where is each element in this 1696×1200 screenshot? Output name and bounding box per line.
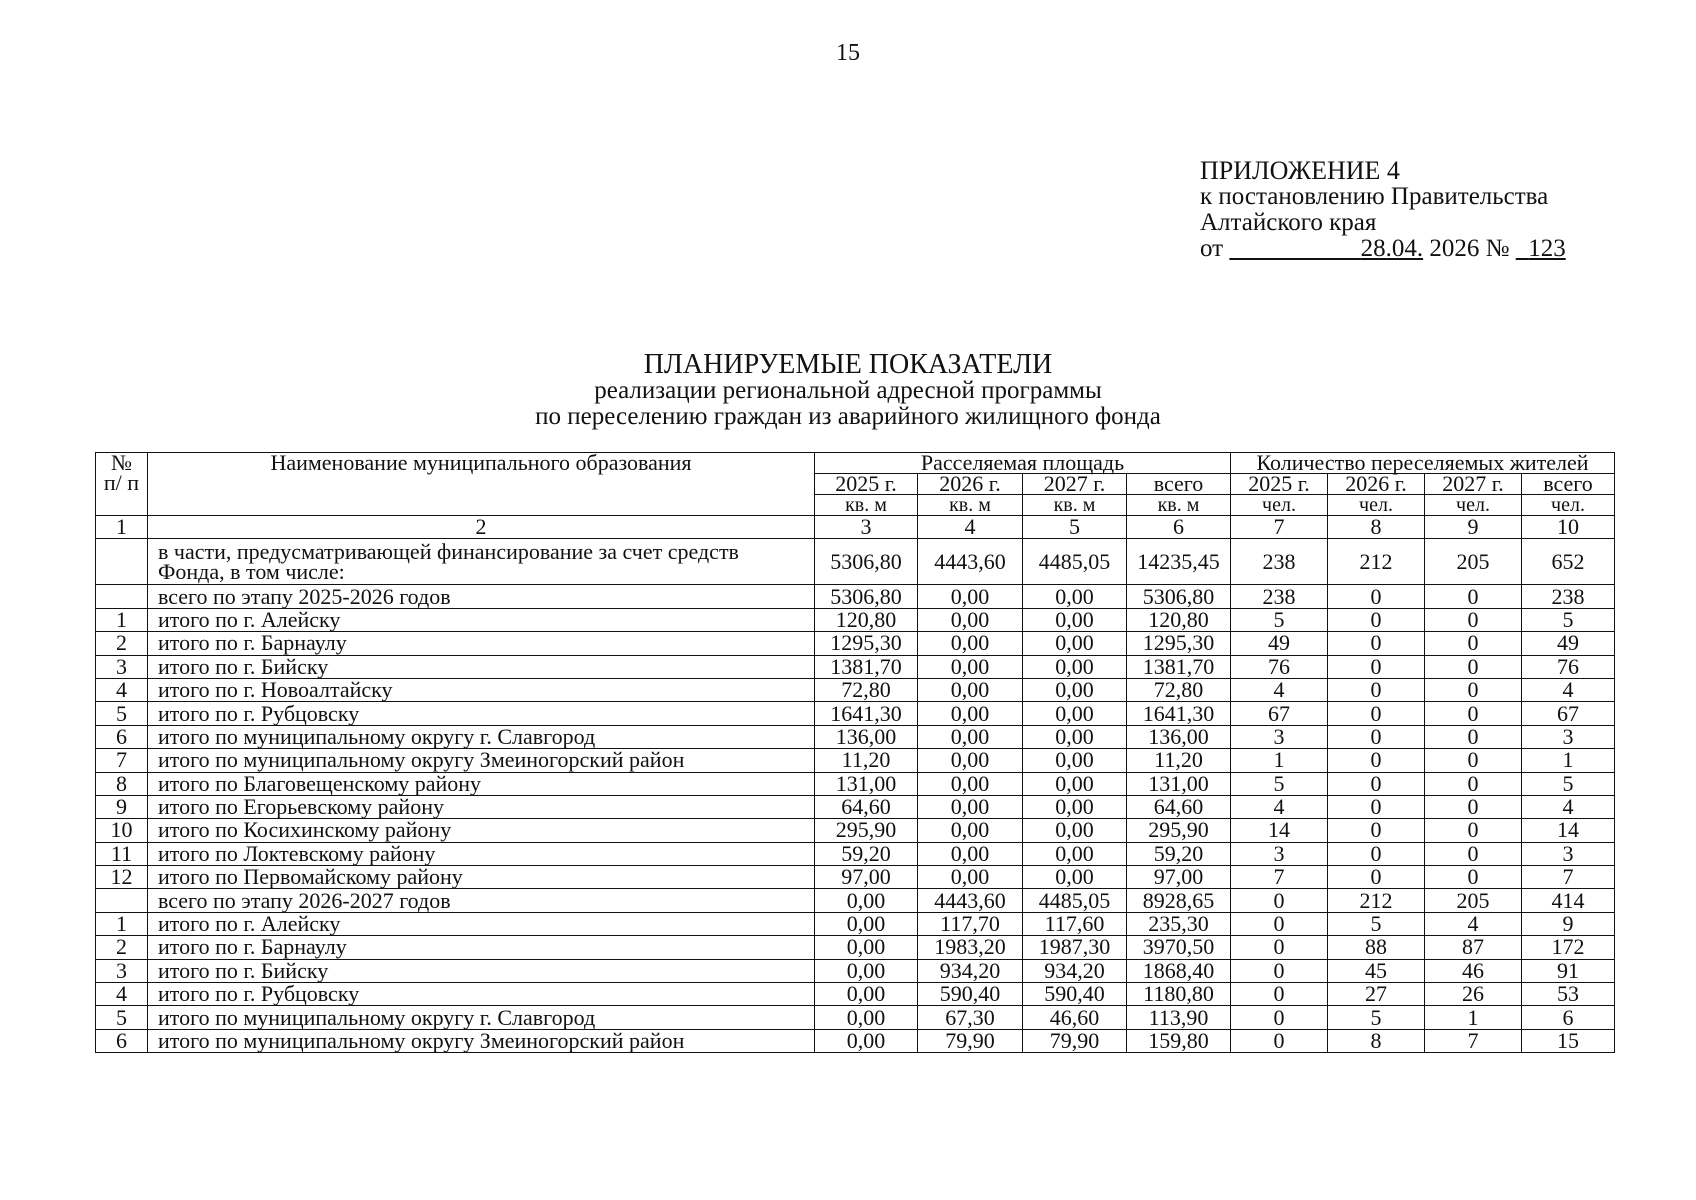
- residents-cell: 0: [1328, 678, 1425, 701]
- area-cell: 590,40: [1023, 983, 1127, 1006]
- date-value: 28.04.: [1360, 235, 1424, 262]
- residents-cell: 76: [1522, 655, 1615, 678]
- area-cell: 97,00: [815, 866, 918, 889]
- residents-cell: 67: [1231, 702, 1328, 725]
- row-number: 2: [96, 632, 148, 655]
- header-unit: чел.: [1522, 495, 1615, 516]
- municipality-name: итого по г. Новоалтайску: [148, 678, 815, 701]
- row-number: 6: [96, 1029, 148, 1052]
- title-sub-2: по переселению граждан из аварийного жилищного фонда: [535, 403, 1161, 430]
- area-cell: 4485,05: [1023, 539, 1127, 585]
- residents-cell: 53: [1522, 983, 1615, 1006]
- area-cell: 0,00: [1023, 795, 1127, 818]
- area-cell: 235,30: [1127, 912, 1231, 935]
- municipality-name: итого по Благовещенскому району: [148, 772, 815, 795]
- column-number: 2: [148, 516, 815, 539]
- area-cell: 8928,65: [1127, 889, 1231, 912]
- table-row: [96, 795, 1615, 818]
- area-cell: 1868,40: [1127, 959, 1231, 982]
- residents-cell: 3: [1522, 725, 1615, 748]
- area-cell: 5306,80: [1127, 585, 1231, 608]
- area-cell: 0,00: [1023, 585, 1127, 608]
- header-row-number: № п/ п: [96, 453, 148, 516]
- residents-cell: 4: [1425, 912, 1522, 935]
- row-number: 12: [96, 866, 148, 889]
- residents-cell: 0: [1231, 912, 1328, 935]
- area-cell: 11,20: [1127, 749, 1231, 772]
- table-row: [96, 749, 1615, 772]
- residents-cell: 0: [1425, 772, 1522, 795]
- area-cell: 0,00: [815, 912, 918, 935]
- residents-cell: 9: [1522, 912, 1615, 935]
- residents-cell: 0: [1231, 959, 1328, 982]
- area-cell: 4443,60: [918, 889, 1023, 912]
- area-cell: 0,00: [1023, 866, 1127, 889]
- table-row: [96, 936, 1615, 959]
- residents-cell: 5: [1231, 608, 1328, 631]
- row-number: 3: [96, 655, 148, 678]
- residents-cell: 1: [1425, 1006, 1522, 1029]
- table-row: [96, 655, 1615, 678]
- area-cell: 131,00: [815, 772, 918, 795]
- residents-cell: 5: [1522, 608, 1615, 631]
- row-number: 11: [96, 842, 148, 865]
- column-number: 10: [1522, 516, 1615, 539]
- table-row: [96, 866, 1615, 889]
- area-cell: 295,90: [1127, 819, 1231, 842]
- area-cell: 0,00: [1023, 772, 1127, 795]
- row-number: 1: [96, 912, 148, 935]
- row-number: 9: [96, 795, 148, 818]
- residents-cell: 5: [1328, 912, 1425, 935]
- header-municipality: Наименование муниципального образования: [148, 453, 815, 516]
- area-cell: 5306,80: [815, 539, 918, 585]
- municipality-name: итого по Егорьевскому району: [148, 795, 815, 818]
- residents-cell: 0: [1425, 819, 1522, 842]
- row-number: 8: [96, 772, 148, 795]
- row-number: [96, 889, 148, 912]
- residents-cell: 27: [1328, 983, 1425, 1006]
- row-number: 1: [96, 608, 148, 631]
- column-number: 8: [1328, 516, 1425, 539]
- table-row: [96, 1029, 1615, 1052]
- residents-cell: 0: [1328, 749, 1425, 772]
- column-number: 5: [1023, 516, 1127, 539]
- area-cell: 1180,80: [1127, 983, 1231, 1006]
- area-cell: 0,00: [918, 702, 1023, 725]
- table-row: [96, 608, 1615, 631]
- column-number: 4: [918, 516, 1023, 539]
- header-unit: чел.: [1425, 495, 1522, 516]
- residents-cell: 0: [1425, 655, 1522, 678]
- area-cell: 4485,05: [1023, 889, 1127, 912]
- header-unit: кв. м: [1023, 495, 1127, 516]
- area-cell: 0,00: [1023, 655, 1127, 678]
- area-cell: 0,00: [918, 795, 1023, 818]
- area-cell: 113,90: [1127, 1006, 1231, 1029]
- area-cell: 136,00: [1127, 725, 1231, 748]
- header-residents: Количество переселяемых жителей: [1231, 453, 1615, 474]
- residents-cell: 49: [1231, 632, 1328, 655]
- residents-cell: 4: [1522, 795, 1615, 818]
- residents-cell: 46: [1425, 959, 1522, 982]
- column-number: 1: [96, 516, 148, 539]
- residents-cell: 0: [1328, 585, 1425, 608]
- header-year: 2027 г.: [1023, 474, 1127, 495]
- municipality-name: итого по г. Рубцовску: [148, 983, 815, 1006]
- residents-cell: 0: [1425, 632, 1522, 655]
- residents-cell: 0: [1425, 725, 1522, 748]
- residents-cell: 0: [1328, 702, 1425, 725]
- decree-number: 123: [1528, 235, 1566, 262]
- residents-cell: 15: [1522, 1029, 1615, 1052]
- residents-cell: 0: [1328, 725, 1425, 748]
- municipality-name: итого по муниципальному округу г. Славгород: [148, 725, 815, 748]
- area-cell: 72,80: [1127, 678, 1231, 701]
- date-year: 2026: [1429, 235, 1480, 262]
- residents-cell: 212: [1328, 539, 1425, 585]
- area-cell: 117,70: [918, 912, 1023, 935]
- table-row: [96, 725, 1615, 748]
- area-cell: 0,00: [918, 608, 1023, 631]
- row-number: 10: [96, 819, 148, 842]
- municipality-name: итого по г. Барнаулу: [148, 936, 815, 959]
- residents-cell: 26: [1425, 983, 1522, 1006]
- area-cell: 4443,60: [918, 539, 1023, 585]
- row-number: 4: [96, 678, 148, 701]
- area-cell: 64,60: [1127, 795, 1231, 818]
- appendix-line-1: к постановлению Правительства: [1200, 183, 1549, 210]
- residents-cell: 0: [1425, 749, 1522, 772]
- area-cell: 159,80: [1127, 1029, 1231, 1052]
- area-cell: 0,00: [1023, 702, 1127, 725]
- area-cell: 67,30: [918, 1006, 1023, 1029]
- area-cell: 590,40: [918, 983, 1023, 1006]
- municipality-name: итого по муниципальному округу г. Славгород: [148, 1006, 815, 1029]
- area-cell: 295,90: [815, 819, 918, 842]
- area-cell: 79,90: [1023, 1029, 1127, 1052]
- residents-cell: 0: [1231, 983, 1328, 1006]
- area-cell: 11,20: [815, 749, 918, 772]
- area-cell: 0,00: [815, 1006, 918, 1029]
- row-number: 7: [96, 749, 148, 772]
- header-year: 2025 г.: [1231, 474, 1328, 495]
- residents-cell: 172: [1522, 936, 1615, 959]
- residents-cell: 0: [1328, 632, 1425, 655]
- header-unit: кв. м: [815, 495, 918, 516]
- area-cell: 1295,30: [1127, 632, 1231, 655]
- residents-cell: 0: [1425, 608, 1522, 631]
- area-cell: 0,00: [918, 632, 1023, 655]
- row-number: 3: [96, 959, 148, 982]
- appendix-title: ПРИЛОЖЕНИЕ 4: [1200, 156, 1400, 185]
- area-cell: 131,00: [1127, 772, 1231, 795]
- area-cell: 1641,30: [1127, 702, 1231, 725]
- row-number: [96, 585, 148, 608]
- area-cell: 64,60: [815, 795, 918, 818]
- area-cell: 1983,20: [918, 936, 1023, 959]
- residents-cell: 0: [1425, 702, 1522, 725]
- header-unit: кв. м: [1127, 495, 1231, 516]
- area-cell: 59,20: [1127, 842, 1231, 865]
- residents-cell: 0: [1328, 819, 1425, 842]
- area-cell: 1381,70: [1127, 655, 1231, 678]
- area-cell: 934,20: [918, 959, 1023, 982]
- table-row: [96, 585, 1615, 608]
- area-cell: 0,00: [918, 819, 1023, 842]
- residents-cell: 0: [1328, 772, 1425, 795]
- appendix-line-2: Алтайского края: [1200, 209, 1377, 236]
- area-cell: 0,00: [815, 983, 918, 1006]
- table-row: [96, 912, 1615, 935]
- residents-cell: 652: [1522, 539, 1615, 585]
- residents-cell: 0: [1328, 608, 1425, 631]
- column-number: 3: [815, 516, 918, 539]
- header-area: Расселяемая площадь: [815, 453, 1231, 474]
- area-cell: 1641,30: [815, 702, 918, 725]
- area-cell: 0,00: [918, 842, 1023, 865]
- residents-cell: 5: [1231, 772, 1328, 795]
- municipality-name: итого по муниципальному округу Змеиногорский район: [148, 749, 815, 772]
- area-cell: 0,00: [1023, 819, 1127, 842]
- residents-cell: 14: [1231, 819, 1328, 842]
- area-cell: 0,00: [1023, 749, 1127, 772]
- residents-cell: 238: [1522, 585, 1615, 608]
- residents-cell: 212: [1328, 889, 1425, 912]
- header-year: всего: [1522, 474, 1615, 495]
- area-cell: 117,60: [1023, 912, 1127, 935]
- area-cell: 5306,80: [815, 585, 918, 608]
- area-cell: 97,00: [1127, 866, 1231, 889]
- header-unit: кв. м: [918, 495, 1023, 516]
- area-cell: 1987,30: [1023, 936, 1127, 959]
- table-row: [96, 678, 1615, 701]
- area-cell: 1381,70: [815, 655, 918, 678]
- area-cell: 0,00: [815, 936, 918, 959]
- table-row: [96, 632, 1615, 655]
- residents-cell: 1: [1522, 749, 1615, 772]
- municipality-name: итого по г. Алейску: [148, 608, 815, 631]
- residents-cell: 0: [1328, 842, 1425, 865]
- residents-cell: 91: [1522, 959, 1615, 982]
- area-cell: 0,00: [918, 772, 1023, 795]
- residents-cell: 14: [1522, 819, 1615, 842]
- residents-cell: 0: [1328, 866, 1425, 889]
- area-cell: 59,20: [815, 842, 918, 865]
- row-number: 5: [96, 702, 148, 725]
- residents-cell: 0: [1231, 936, 1328, 959]
- area-cell: 120,80: [815, 608, 918, 631]
- header-year: 2026 г.: [1328, 474, 1425, 495]
- municipality-name: всего по этапу 2025-2026 годов: [148, 585, 815, 608]
- table-row: [96, 819, 1615, 842]
- residents-cell: 238: [1231, 585, 1328, 608]
- residents-cell: 76: [1231, 655, 1328, 678]
- area-cell: 0,00: [1023, 608, 1127, 631]
- row-number: 2: [96, 936, 148, 959]
- residents-cell: 238: [1231, 539, 1328, 585]
- row-number: 6: [96, 725, 148, 748]
- date-prefix: от: [1200, 235, 1224, 262]
- appendix-block: [1200, 158, 1566, 262]
- header-year: 2027 г.: [1425, 474, 1522, 495]
- residents-cell: 45: [1328, 959, 1425, 982]
- header-year: 2026 г.: [918, 474, 1023, 495]
- residents-cell: 414: [1522, 889, 1615, 912]
- column-number-row: [96, 516, 1615, 539]
- table-row: [96, 1006, 1615, 1029]
- area-cell: 0,00: [815, 1029, 918, 1052]
- column-number: 6: [1127, 516, 1231, 539]
- municipality-name: в части, предусматривающей финансирование за счет средств Фонда, в том числе:: [148, 539, 815, 585]
- residents-cell: 0: [1425, 866, 1522, 889]
- residents-cell: 0: [1328, 655, 1425, 678]
- header-unit: чел.: [1328, 495, 1425, 516]
- table-row: [96, 702, 1615, 725]
- area-cell: 120,80: [1127, 608, 1231, 631]
- area-cell: 0,00: [815, 959, 918, 982]
- residents-cell: 0: [1231, 1029, 1328, 1052]
- area-cell: 1295,30: [815, 632, 918, 655]
- area-cell: 136,00: [815, 725, 918, 748]
- residents-cell: 0: [1231, 889, 1328, 912]
- header-year: всего: [1127, 474, 1231, 495]
- area-cell: 79,90: [918, 1029, 1023, 1052]
- table-row: [96, 889, 1615, 912]
- area-cell: 0,00: [1023, 678, 1127, 701]
- area-cell: 72,80: [815, 678, 918, 701]
- area-cell: 0,00: [1023, 842, 1127, 865]
- page-number: 15: [836, 40, 860, 66]
- header-year: 2025 г.: [815, 474, 918, 495]
- area-cell: 3970,50: [1127, 936, 1231, 959]
- table-row: [96, 983, 1615, 1006]
- title-sub-1: реализации региональной адресной программы: [594, 377, 1102, 404]
- municipality-name: итого по муниципальному округу Змеиногорский район: [148, 1029, 815, 1052]
- residents-cell: 8: [1328, 1029, 1425, 1052]
- row-number: 5: [96, 1006, 148, 1029]
- residents-cell: 7: [1425, 1029, 1522, 1052]
- municipality-name: итого по Первомайскому району: [148, 866, 815, 889]
- residents-cell: 3: [1231, 725, 1328, 748]
- residents-cell: 0: [1425, 585, 1522, 608]
- table-row: [96, 539, 1615, 585]
- residents-cell: 0: [1425, 795, 1522, 818]
- row-number: 4: [96, 983, 148, 1006]
- residents-cell: 4: [1522, 678, 1615, 701]
- residents-cell: 205: [1425, 539, 1522, 585]
- table-row: [96, 842, 1615, 865]
- area-cell: 0,00: [1023, 725, 1127, 748]
- column-number: 9: [1425, 516, 1522, 539]
- appendix-date-line: [1200, 236, 1566, 262]
- residents-cell: 6: [1522, 1006, 1615, 1029]
- document-title: [0, 349, 1696, 430]
- area-cell: 0,00: [918, 749, 1023, 772]
- row-number: [96, 539, 148, 585]
- municipality-name: итого по Косихинскому району: [148, 819, 815, 842]
- residents-cell: 0: [1425, 842, 1522, 865]
- header-unit: чел.: [1231, 495, 1328, 516]
- residents-cell: 67: [1522, 702, 1615, 725]
- residents-cell: 7: [1522, 866, 1615, 889]
- residents-cell: 87: [1425, 936, 1522, 959]
- municipality-name: итого по г. Алейску: [148, 912, 815, 935]
- residents-cell: 49: [1522, 632, 1615, 655]
- area-cell: 0,00: [1023, 632, 1127, 655]
- residents-cell: 205: [1425, 889, 1522, 912]
- residents-cell: 4: [1231, 678, 1328, 701]
- residents-cell: 5: [1328, 1006, 1425, 1029]
- municipality-name: итого по Локтевскому району: [148, 842, 815, 865]
- column-number: 7: [1231, 516, 1328, 539]
- area-cell: 14235,45: [1127, 539, 1231, 585]
- residents-cell: 3: [1522, 842, 1615, 865]
- number-sign: №: [1485, 235, 1510, 262]
- residents-cell: 3: [1231, 842, 1328, 865]
- title-main: ПЛАНИРУЕМЫЕ ПОКАЗАТЕЛИ: [643, 349, 1053, 380]
- area-cell: 0,00: [918, 866, 1023, 889]
- residents-cell: 0: [1328, 795, 1425, 818]
- table-row: [96, 772, 1615, 795]
- residents-cell: 88: [1328, 936, 1425, 959]
- residents-cell: 0: [1231, 1006, 1328, 1029]
- area-cell: 46,60: [1023, 1006, 1127, 1029]
- residents-cell: 5: [1522, 772, 1615, 795]
- table-row: [96, 959, 1615, 982]
- residents-cell: 4: [1231, 795, 1328, 818]
- municipality-name: итого по г. Бийску: [148, 655, 815, 678]
- municipality-name: итого по г. Барнаулу: [148, 632, 815, 655]
- municipality-name: итого по г. Рубцовску: [148, 702, 815, 725]
- area-cell: 0,00: [918, 585, 1023, 608]
- area-cell: 0,00: [918, 725, 1023, 748]
- residents-cell: 0: [1425, 678, 1522, 701]
- area-cell: 0,00: [918, 678, 1023, 701]
- area-cell: 934,20: [1023, 959, 1127, 982]
- residents-cell: 7: [1231, 866, 1328, 889]
- residents-cell: 1: [1231, 749, 1328, 772]
- indicators-table: [95, 452, 1615, 1053]
- municipality-name: итого по г. Бийску: [148, 959, 815, 982]
- municipality-name: всего по этапу 2026-2027 годов: [148, 889, 815, 912]
- area-cell: 0,00: [815, 889, 918, 912]
- area-cell: 0,00: [918, 655, 1023, 678]
